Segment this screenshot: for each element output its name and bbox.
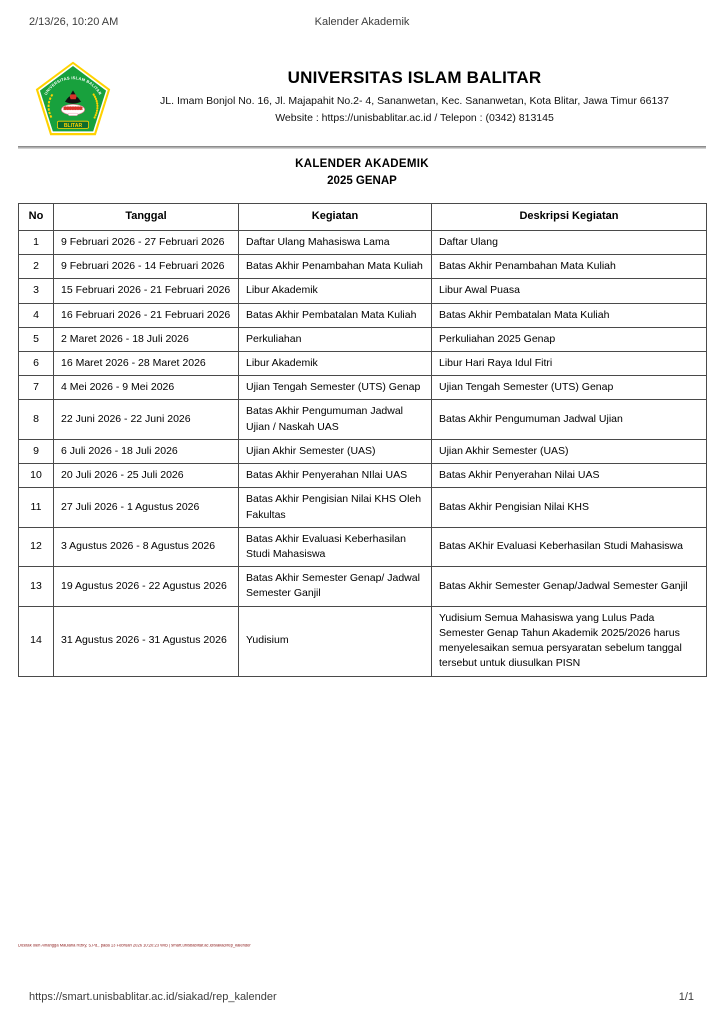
cell-kegiatan: Batas Akhir Penyerahan NIlai UAS [239, 464, 432, 488]
table-row [19, 488, 707, 527]
table-row [19, 400, 707, 439]
table-row [19, 327, 707, 351]
cell-tanggal: 3 Agustus 2026 - 8 Agustus 2026 [54, 527, 239, 566]
cell-no: 2 [19, 255, 54, 279]
cell-kegiatan: Batas Akhir Evaluasi Keberhasilan Studi Mahasiswa [239, 527, 432, 566]
print-datetime: 2/13/26, 10:20 AM [29, 16, 119, 28]
calendar-table [18, 203, 707, 677]
cell-tanggal: 16 Februari 2026 - 21 Februari 2026 [54, 303, 239, 327]
cell-no: 6 [19, 352, 54, 376]
cell-deskripsi: Batas Akhir Pengisian Nilai KHS [432, 488, 707, 527]
table-row [19, 606, 707, 676]
letterhead [0, 58, 724, 144]
cell-kegiatan: Batas Akhir Penambahan Mata Kuliah [239, 255, 432, 279]
cell-tanggal: 22 Juni 2026 - 22 Juni 2026 [54, 400, 239, 439]
cell-deskripsi: Batas Akhir Penyerahan Nilai UAS [432, 464, 707, 488]
table-row [19, 255, 707, 279]
cell-kegiatan: Daftar Ulang Mahasiswa Lama [239, 230, 432, 254]
cell-no: 13 [19, 567, 54, 606]
document-subtitle: 2025 GENAP [327, 175, 397, 187]
university-contact: Website : https://unisbablitar.ac.id / Telepon : (0342) 813145 [275, 112, 554, 124]
document-title: KALENDER AKADEMIK [295, 158, 429, 170]
table-row [19, 439, 707, 463]
cell-deskripsi: Libur Hari Raya Idul Fitri [432, 352, 707, 376]
cell-kegiatan: Yudisium [239, 606, 432, 676]
cell-no: 11 [19, 488, 54, 527]
cell-deskripsi: Ujian Tengah Semester (UTS) Genap [432, 376, 707, 400]
header-row [19, 204, 707, 231]
cell-deskripsi: Batas Akhir Pengumuman Jadwal Ujian [432, 400, 707, 439]
cell-no: 14 [19, 606, 54, 676]
cell-tanggal: 2 Maret 2026 - 18 Juli 2026 [54, 327, 239, 351]
cell-no: 4 [19, 303, 54, 327]
cell-deskripsi: Libur Awal Puasa [432, 279, 707, 303]
cell-tanggal: 27 Juli 2026 - 1 Agustus 2026 [54, 488, 239, 527]
cell-deskripsi: Daftar Ulang [432, 230, 707, 254]
print-header [0, 16, 724, 32]
cell-tanggal: 31 Agustus 2026 - 31 Agustus 2026 [54, 606, 239, 676]
table-row [19, 567, 707, 606]
cell-kegiatan: Perkuliahan [239, 327, 432, 351]
cell-deskripsi: Batas Akhir Pembatalan Mata Kuliah [432, 303, 707, 327]
cell-tanggal: 4 Mei 2026 - 9 Mei 2026 [54, 376, 239, 400]
printed-by-footnote: Dicetak oleh Airlangga Maulana Rizky, S.Pd., pada 13 Februari 2026 10:20:23 WIB | smart.unisbablitar.ac.id/siakad/rep_kalender [18, 944, 251, 949]
cell-tanggal: 20 Juli 2026 - 25 Juli 2026 [54, 464, 239, 488]
cell-kegiatan: Libur Akademik [239, 352, 432, 376]
cell-tanggal: 16 Maret 2026 - 28 Maret 2026 [54, 352, 239, 376]
cell-no: 1 [19, 230, 54, 254]
cell-no: 7 [19, 376, 54, 400]
cell-no: 9 [19, 439, 54, 463]
university-address: JL. Imam Bonjol No. 16, Jl. Majapahit No.2- 4, Sananwetan, Kec. Sananwetan, Kota Blitar, Jawa Timur 66137 [160, 95, 669, 107]
table-row [19, 303, 707, 327]
print-footer-url: https://smart.unisbablitar.ac.id/siakad/rep_kalender [29, 991, 277, 1003]
table-row [19, 279, 707, 303]
col-header-no: No [19, 204, 54, 231]
university-logo [33, 60, 113, 140]
cell-tanggal: 6 Juli 2026 - 18 Juli 2026 [54, 439, 239, 463]
letterhead-divider [18, 146, 706, 149]
cell-deskripsi: Batas Akhir Semester Genap/Jadwal Semester Ganjil [432, 567, 707, 606]
university-name: UNIVERSITAS ISLAM BALITAR [287, 68, 542, 87]
table-row [19, 527, 707, 566]
cell-no: 3 [19, 279, 54, 303]
col-header-kegiatan: Kegiatan [239, 204, 432, 231]
print-doc-title: Kalender Akademik [314, 16, 410, 28]
print-footer-page-number: 1/1 [678, 991, 694, 1003]
cell-kegiatan: Batas Akhir Semester Genap/ Jadwal Semester Ganjil [239, 567, 432, 606]
cell-kegiatan: Ujian Akhir Semester (UAS) [239, 439, 432, 463]
cell-kegiatan: Batas Akhir Pengumuman Jadwal Ujian / Naskah UAS [239, 400, 432, 439]
cell-no: 8 [19, 400, 54, 439]
university-header [115, 68, 714, 124]
col-header-tanggal: Tanggal [54, 204, 239, 231]
cell-kegiatan: Ujian Tengah Semester (UTS) Genap [239, 376, 432, 400]
cell-deskripsi: Batas AKhir Evaluasi Keberhasilan Studi Mahasiswa [432, 527, 707, 566]
cell-no: 5 [19, 327, 54, 351]
cell-kegiatan: Batas Akhir Pembatalan Mata Kuliah [239, 303, 432, 327]
cell-tanggal: 9 Februari 2026 - 27 Februari 2026 [54, 230, 239, 254]
table-row [19, 464, 707, 488]
table-row [19, 230, 707, 254]
university-logo-icon [33, 60, 113, 140]
calendar-table-body [19, 230, 707, 676]
cell-deskripsi: Ujian Akhir Semester (UAS) [432, 439, 707, 463]
cell-no: 12 [19, 527, 54, 566]
cell-kegiatan: Libur Akademik [239, 279, 432, 303]
logo-arc-text: UNIVERSITAS ISLAM BALITAR [43, 75, 103, 96]
table-row [19, 352, 707, 376]
print-footer [0, 991, 724, 1007]
cell-deskripsi: Yudisium Semua Mahasiswa yang Lulus Pada Semester Genap Tahun Akademik 2025/2026 harus menyelesaikan semua persyaratan sebelum tanggal tersebut untuk diusulkan PISN [432, 606, 707, 676]
cell-tanggal: 19 Agustus 2026 - 22 Agustus 2026 [54, 567, 239, 606]
table-row [19, 376, 707, 400]
calendar-table-head [19, 204, 707, 231]
cell-deskripsi: Perkuliahan 2025 Genap [432, 327, 707, 351]
logo-banner-text: BLITAR [63, 122, 83, 129]
cell-tanggal: 9 Februari 2026 - 14 Februari 2026 [54, 255, 239, 279]
cell-kegiatan: Batas Akhir Pengisian Nilai KHS Oleh Fakultas [239, 488, 432, 527]
cell-no: 10 [19, 464, 54, 488]
col-header-deskripsi: Deskripsi Kegiatan [432, 204, 707, 231]
cell-tanggal: 15 Februari 2026 - 21 Februari 2026 [54, 279, 239, 303]
cell-deskripsi: Batas Akhir Penambahan Mata Kuliah [432, 255, 707, 279]
document-title-block [0, 158, 724, 187]
